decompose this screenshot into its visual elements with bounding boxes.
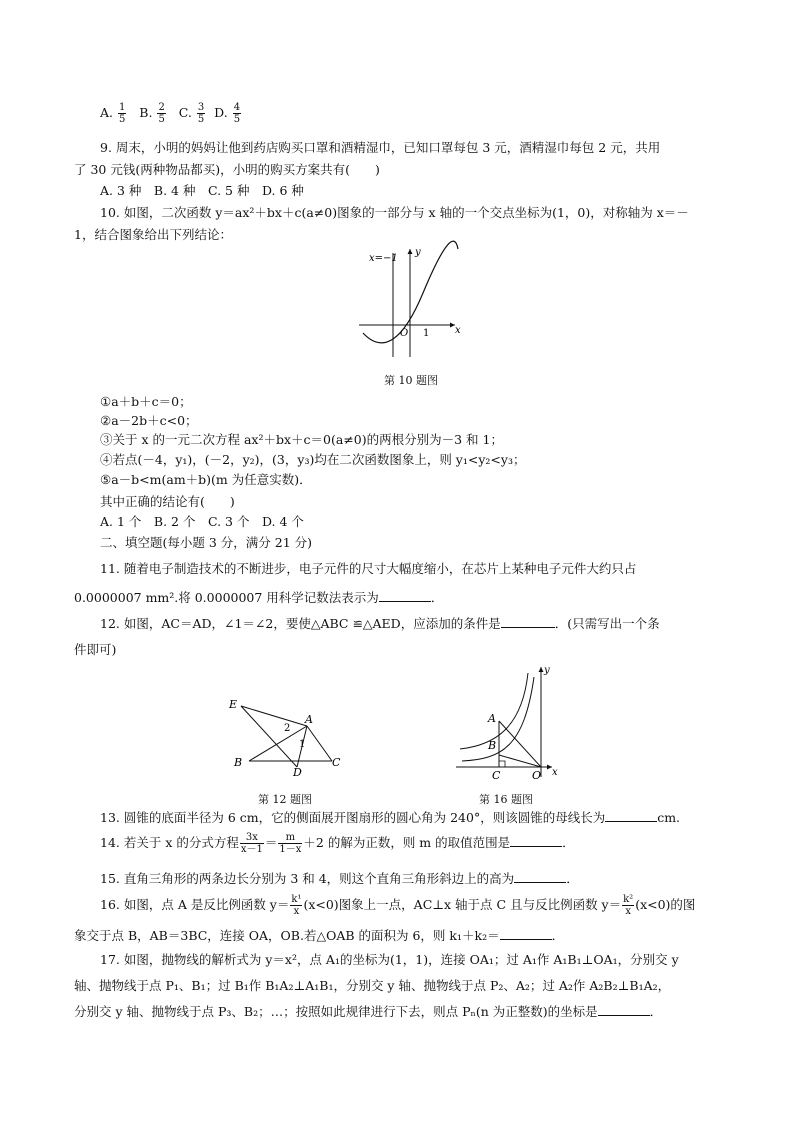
fig10-y-label: y <box>415 247 421 258</box>
q11-line-1: 11. 随着电子制造技术的不断进步，电子元件的尺寸大幅度缩小，在芯片上某种电子元件大约只占 <box>100 561 637 576</box>
figure-12-triangles <box>225 696 355 786</box>
fig12-point-d: D <box>293 766 302 779</box>
fig12-point-c: C <box>332 756 341 769</box>
fig10-axis-label: x=−1 <box>369 253 398 264</box>
q10-conclusion-3: ③关于 x 的一元二次方程 ax²＋bx＋c＝0(a≠0)的两根分别为－3 和 1； <box>100 432 503 447</box>
q8-option-d-fraction: $\frac{4}{5}$ <box>233 102 241 125</box>
q16-fraction-k1: $\frac{\text{k¹}}{x}$ <box>291 894 302 917</box>
q14-fraction-2: $\frac{m}{1-x}$ <box>279 832 302 855</box>
q14-fraction-1: $\frac{3x}{x-1}$ <box>240 832 263 855</box>
fig12-point-a: A <box>305 713 313 726</box>
q9-options: A. 3 种 B. 4 种 C. 5 种 D. 6 种 <box>100 183 304 198</box>
q16-line-2: 象交于点 B，AB＝3BC，连接 OA，OB.若△OAB 的面积为 6，则 k₁＋k₂＝ ． <box>74 928 565 943</box>
q9-line-2: 了 30 元钱(两种物品都买)，小明的购买方案共有( ) <box>74 162 380 177</box>
fig12-angle-2: 2 <box>284 723 291 734</box>
q17-line-3: 分别交 y 轴、抛物线于点 P₃、B₂；…；按照如此规律进行下去，则点 Pₙ(n 为正整数)的坐标是 ． <box>74 1004 663 1019</box>
section-2-heading: 二、填空题(每小题 3 分，满分 21 分) <box>100 535 313 550</box>
q10-line-2: 1，结合图象给出下列结论： <box>74 227 232 242</box>
q14-answer-blank[interactable] <box>510 846 562 847</box>
fig16-x-label: x <box>552 767 558 778</box>
q10-question: 其中正确的结论有( ) <box>100 494 235 509</box>
q16-line-1: 16. 如图，点 A 是反比例函数 y＝ $\frac{\text{k¹}}{x}$ (x<0)图象上一点，AC⊥x 轴于点 C 且与反比例函数 y＝ $\frac{\text{k²}}{x}$ (x<0)的图 <box>100 894 696 917</box>
q11-answer-blank[interactable] <box>379 601 431 602</box>
q9-line-1: 9. 周末，小明的妈妈让他到药店购买口罩和酒精湿巾，已知口罩每包 3 元，酒精湿巾每包 2 元，共用 <box>100 140 661 155</box>
fig16-point-b: B <box>488 739 497 752</box>
q15-answer-blank[interactable] <box>514 882 566 883</box>
q11-line-2: 0.0000007 mm².将 0.0000007 用科学记数法表示为 ． <box>74 590 444 605</box>
fig10-one-label: 1 <box>423 328 430 339</box>
figure-10-caption: 第 10 题图 <box>384 374 438 387</box>
q12-line-1: 12. 如图，AC＝AD，∠1＝∠2，要使△ABC ≌△AED，应添加的条件是 ．(只需写出一个条 <box>100 616 660 631</box>
q10-line-1: 10. 如图，二次函数 y＝ax²＋bx＋c(a≠0)图象的一部分与 x 轴的一个交点坐标为(1，0)，对称轴为 x＝－ <box>100 205 689 220</box>
q8-option-b-fraction: $\frac{2}{5}$ <box>158 102 165 125</box>
fig10-origin-label: O <box>400 328 409 339</box>
fig16-point-a: A <box>488 712 496 725</box>
q10-conclusion-2: ②a－2b＋c<0； <box>100 413 198 428</box>
q10-options: A. 1 个 B. 2 个 C. 3 个 D. 4 个 <box>100 514 304 529</box>
q10-conclusion-4: ④若点(－4，y₁)，(－2，y₂)，(3，y₃)均在二次函数图象上，则 y₁<y₂<y₃； <box>100 452 526 467</box>
figure-16-caption: 第 16 题图 <box>479 793 533 806</box>
fig16-point-c: C <box>492 769 501 782</box>
q16-fraction-k2: $\frac{\text{k²}}{x}$ <box>623 894 634 917</box>
q16-answer-blank[interactable] <box>500 939 552 940</box>
figure-12-caption: 第 12 题图 <box>258 793 312 806</box>
q17-line-2: 轴、抛物线于点 P₁、B₁；过 B₁作 B₁A₂⊥A₁B₁，分别交 y 轴、抛物线于点 P₂、A₂；过 A₂作 A₂B₂⊥B₁A₂， <box>74 978 671 993</box>
q8-option-a-fraction: $\frac{1}{5}$ <box>119 102 126 125</box>
fig12-angle-1: 1 <box>299 739 306 750</box>
q14-line: 14. 若关于 x 的分式方程 $\frac{3x}{x-1}$ ＝ $\frac{m}{1-x}$ ＋2 的解为正数，则 m 的取值范围是 ． <box>100 832 575 855</box>
fig10-x-label: x <box>455 325 461 336</box>
figure-10-parabola <box>355 245 475 370</box>
q15-line: 15. 直角三角形的两条边长分别为 3 和 4，则这个直角三角形斜边上的高为 ． <box>100 871 579 886</box>
q8-option-c-fraction: $\frac{3}{5}$ <box>197 102 205 125</box>
q8-options: A. $\frac{1}{5}$ B. $\frac{2}{5}$ C. $\frac{3}{5}$ D. $\frac{4}{5}$ <box>100 102 241 125</box>
q12-answer-blank[interactable] <box>501 627 555 628</box>
fig12-point-b: B <box>234 756 243 769</box>
q13-line: 13. 圆锥的底面半径为 6 cm，它的侧面展开图扇形的圆心角为 240°，则该圆锥的母线长为 cm. <box>100 810 681 825</box>
q10-conclusion-5: ⑤a－b<m(am＋b)(m 为任意实数)． <box>100 472 312 487</box>
q13-answer-blank[interactable] <box>605 821 657 822</box>
fig16-y-label: y <box>544 665 550 676</box>
q10-conclusion-1: ①a＋b＋c＝0； <box>100 394 192 409</box>
q12-line-2: 件即可) <box>74 642 117 657</box>
q17-answer-blank[interactable] <box>598 1015 650 1016</box>
q17-line-1: 17. 如图，抛物线的解析式为 y＝x²，点 A₁的坐标为(1，1)，连接 OA₁；过 A₁作 A₁B₁⊥OA₁，分别交 y <box>100 952 679 967</box>
fig12-point-e: E <box>229 698 238 711</box>
fig16-point-o: O <box>532 769 542 782</box>
figure-16-hyperbolas <box>456 665 566 785</box>
